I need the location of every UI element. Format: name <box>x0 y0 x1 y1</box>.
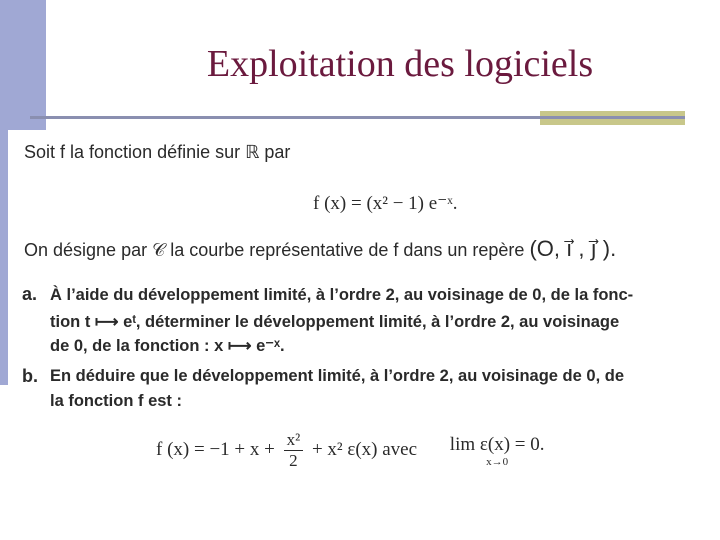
slide-title: Exploitation des logiciels <box>206 43 594 85</box>
dl-fraction <box>284 430 304 471</box>
dl-frac-num: x² <box>284 430 304 451</box>
dl-lhs: f (x) = −1 + x + <box>156 438 275 460</box>
dl-limit-expr: lim ε(x) = 0. <box>449 433 545 455</box>
item-a-line: À l’aide du développement limité, à l’ordre 2, au voisinage de 0, de la fonc- <box>50 286 634 304</box>
curve-sentence: On désigne par 𝒞 la courbe représentative de f dans un repère <box>24 240 525 260</box>
title-rule <box>30 116 685 119</box>
item-b-line: En déduire que le développement limité, à l’ordre 2, au voisinage de 0, de <box>50 367 624 385</box>
item-b-label: b. <box>22 366 38 386</box>
item-a-label: a. <box>22 284 38 304</box>
item-a-line: de 0, de la fonction : x ⟼ e⁻ˣ. <box>50 337 285 355</box>
dl-frac-den: 2 <box>289 451 298 470</box>
function-equation: f (x) = (x² − 1) e⁻ˣ. <box>313 193 458 214</box>
item-b-line: la fonction f est : <box>50 392 182 410</box>
limited-development-equation <box>156 430 544 471</box>
item-a-line: tion t ⟼ eᵗ, déterminer le développement limité, à l’ordre 2, au voisinage <box>50 313 620 331</box>
repere-notation: (O, i⃗ , j⃗ ). <box>529 236 617 261</box>
dl-rhs: + x² ε(x) avec <box>311 438 418 460</box>
exercise-image <box>8 130 708 520</box>
curve-text <box>24 236 616 262</box>
dl-limit-sub: x→0 <box>486 455 509 468</box>
intro-text: Soit f la fonction définie sur ℝ par <box>24 142 291 162</box>
dl-limit <box>450 434 545 468</box>
